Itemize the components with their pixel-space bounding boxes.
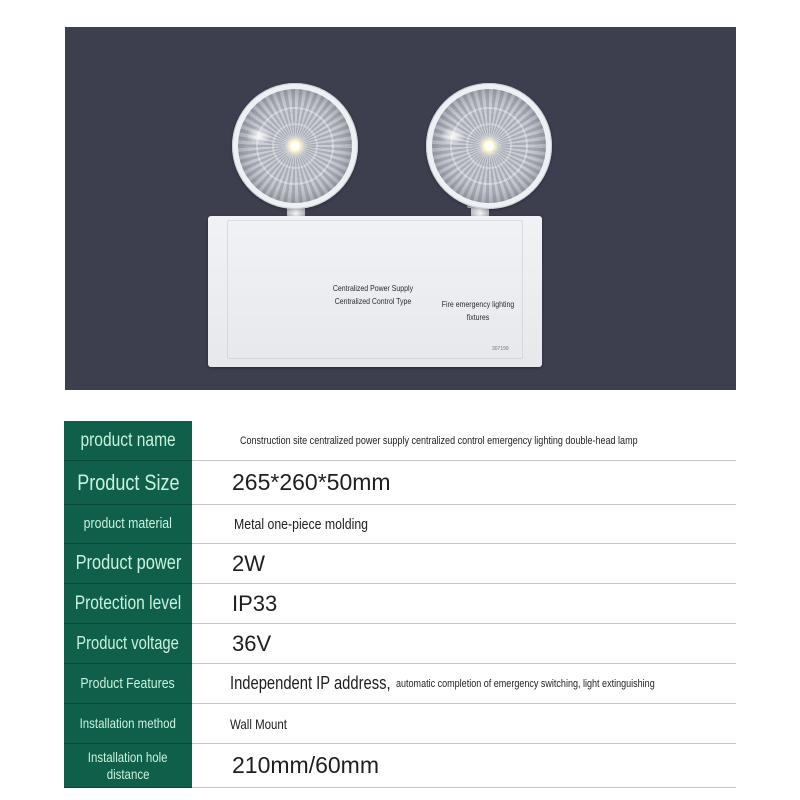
spec-row-protection-level [64,584,736,624]
spec-value [192,544,736,584]
box-label-line: fixtures [466,312,490,322]
box-label-line: Centralized Control Type [334,296,412,306]
spec-label [64,704,192,744]
spec-value [192,664,736,704]
spec-label [64,421,192,461]
box-label-left [316,282,431,308]
spec-value [192,704,736,744]
spec-value [192,461,736,505]
spec-label [64,664,192,704]
spec-label-text: product material [83,515,173,533]
spec-label-text: Installation method [79,715,177,732]
spec-value-text: 2W [232,550,265,576]
spec-value [192,584,736,624]
spec-value-text: 265*260*50mm [232,469,391,495]
product-photo [65,27,736,390]
spec-label-text: distance [106,765,150,782]
spec-value-text: 210mm/60mm [232,752,379,778]
spec-table [64,421,736,788]
spec-label [64,744,192,788]
spec-value-text: Construction site centralized power supply centralized control emergency lighting double-head lamp [240,434,638,447]
spec-row-product-size [64,461,736,505]
spec-value-text: 36V [232,630,272,656]
spec-value-text: Wall Mount [230,715,288,732]
lamp-lens-icon [432,89,546,203]
spec-label-text: Product voltage [76,633,180,654]
spec-label-text: Installation hole [88,749,168,766]
lamp-head-left [232,83,358,209]
lens-glare [246,127,272,145]
spec-row-product-voltage [64,624,736,664]
spec-label [64,505,192,544]
spec-label-text: product name [80,429,176,451]
spec-label [64,544,192,584]
spec-row-installation-hole-distance [64,744,736,788]
spec-row-product-power [64,544,736,584]
spec-row-product-features [64,664,736,704]
spec-label-text: Product power [75,552,181,574]
spec-label-text: Product Size [76,469,180,495]
spec-value-extra-text: automatic completion of emergency switching, light extinguishing [395,677,655,690]
spec-value-text: Metal one-piece molding [234,515,369,533]
lamp-head-right [426,83,552,209]
spec-value-text: IP33 [232,590,278,616]
spec-value [192,624,736,664]
spec-label [64,624,192,664]
spec-row-product-name [64,421,736,461]
spec-value-text: Independent IP address, [230,673,391,693]
spec-label-text: Protection level [74,592,182,614]
spec-value [192,421,736,461]
serial-number: 307199 [492,346,509,352]
spec-label [64,584,192,624]
spec-label [64,461,192,505]
spec-row-product-material [64,505,736,544]
spec-value [192,744,736,788]
spec-value [192,505,736,544]
lamp-lens-icon [238,89,352,203]
box-label-line: Fire emergency lighting [441,299,515,309]
spec-row-installation-method [64,704,736,744]
lens-glare [440,127,466,145]
spec-label-text: Product Features [80,674,176,692]
box-label-right [425,298,532,324]
box-label-line: Centralized Power Supply [332,283,414,293]
lamp-body [208,216,542,367]
